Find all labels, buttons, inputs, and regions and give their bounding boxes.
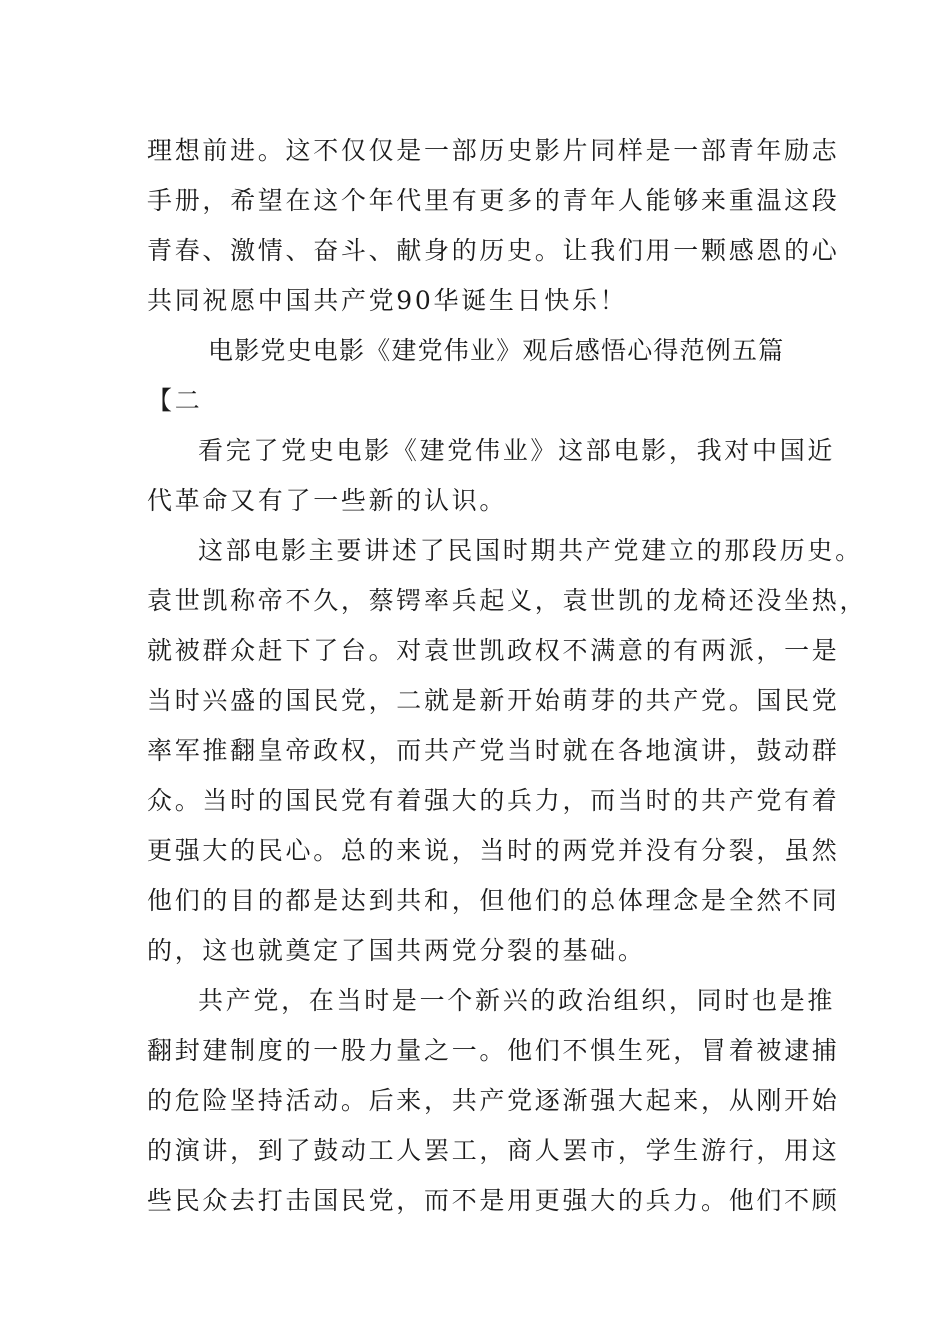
text-line: 代革命又有了一些新的认识。 xyxy=(147,486,508,515)
paragraph-start: 共产党，在当时是一个新兴的政治组织，同时也是推 xyxy=(198,986,836,1015)
text-line: 的危险坚持活动。后来，共产党逐渐强大起来，从刚开始 xyxy=(147,1086,840,1115)
text-line: 当时兴盛的国民党，二就是新开始萌芽的共产党。国民党 xyxy=(147,686,840,715)
text-line: 就被群众赶下了台。对袁世凯政权不满意的有两派，一是 xyxy=(147,636,840,665)
text-line: 共同祝愿中国共产党90华诞生日快乐！ xyxy=(147,286,628,315)
section-heading-continued: 【二 xyxy=(147,386,203,415)
text-line: 翻封建制度的一股力量之一。他们不惧生死，冒着被逮捕 xyxy=(147,1036,840,1065)
paragraph-start: 这部电影主要讲述了民国时期共产党建立的那段历史。 xyxy=(198,536,863,565)
text-line: 的演讲，到了鼓动工人罢工，商人罢市，学生游行，用这 xyxy=(147,1136,840,1165)
text-line: 青春、激情、奋斗、献身的历史。让我们用一颗感恩的心 xyxy=(147,236,840,265)
text-line: 袁世凯称帝不久，蔡锷率兵起义，袁世凯的龙椅还没坐热， xyxy=(147,586,868,615)
paragraph-start: 看完了党史电影《建党伟业》这部电影，我对中国近 xyxy=(198,436,836,465)
text-line: 更强大的民心。总的来说，当时的两党并没有分裂，虽然 xyxy=(147,836,840,865)
text-line: 的，这也就奠定了国共两党分裂的基础。 xyxy=(147,936,646,965)
text-line: 些民众去打击国民党，而不是用更强大的兵力。他们不顾 xyxy=(147,1186,840,1215)
text-line: 理想前进。这不仅仅是一部历史影片同样是一部青年励志 xyxy=(147,136,840,165)
text-line: 率军推翻皇帝政权，而共产党当时就在各地演讲，鼓动群 xyxy=(147,736,840,765)
text-line: 众。当时的国民党有着强大的兵力，而当时的共产党有着 xyxy=(147,786,840,815)
text-line: 他们的目的都是达到共和，但他们的总体理念是全然不同 xyxy=(147,886,840,915)
section-heading: 电影党史电影《建党伟业》观后感悟心得范例五篇 xyxy=(208,336,785,365)
text-line: 手册，希望在这个年代里有更多的青年人能够来重温这段 xyxy=(147,186,840,215)
